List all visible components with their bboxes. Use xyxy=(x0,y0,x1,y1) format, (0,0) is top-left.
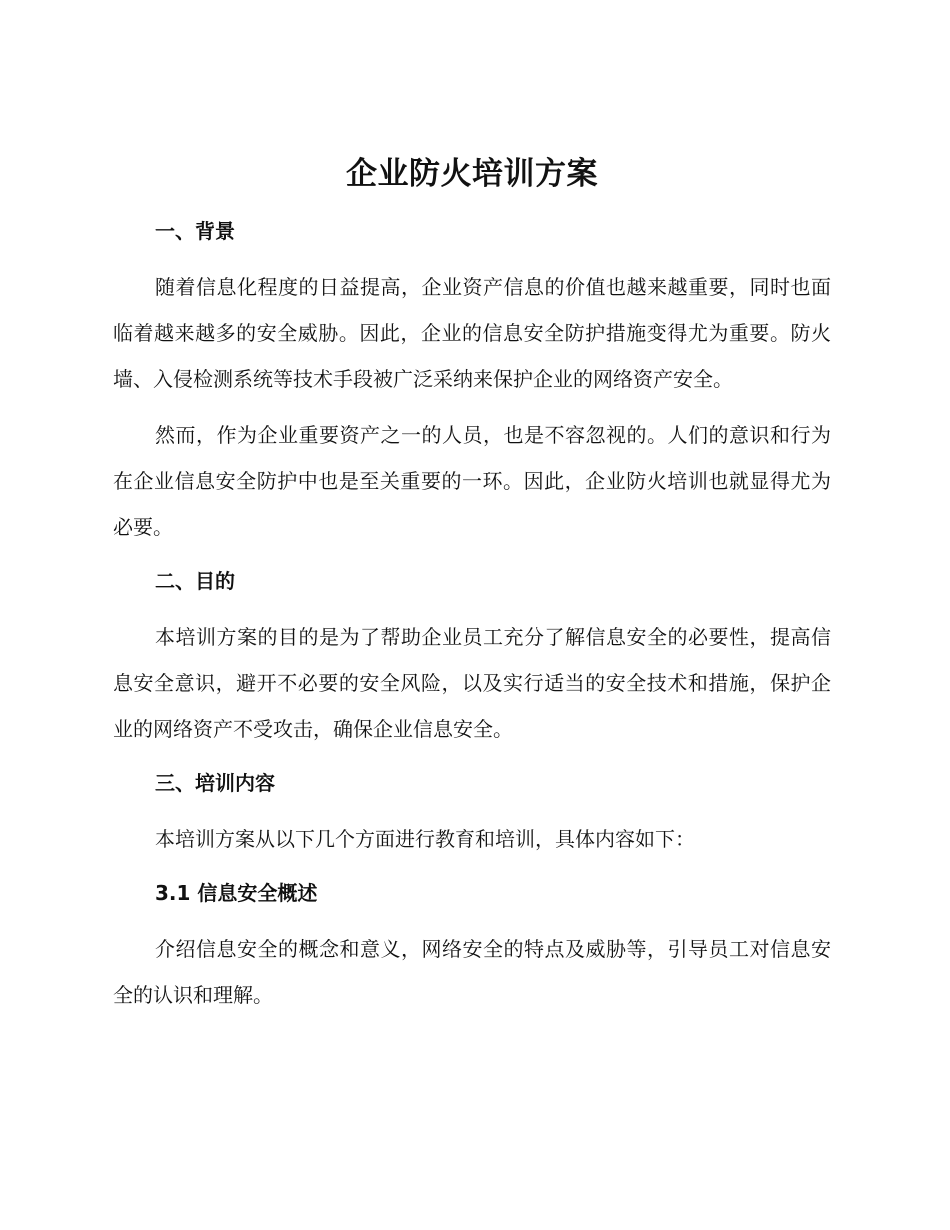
section-heading-training-content: 三、培训内容 xyxy=(155,771,275,795)
section-heading-purpose: 二、目的 xyxy=(155,569,235,593)
subsection-heading-infosec-overview: 3.1 信息安全概述 xyxy=(155,881,318,905)
paragraph-training-content: 本培训方案从以下几个方面进行教育和培训，具体内容如下： xyxy=(155,827,695,851)
document-title: 企业防火培训方案 xyxy=(346,156,598,192)
paragraph-background-1: 随着信息化程度的日益提高，企业资产信息的价值也越来越重要，同时也面临着越来越多的安全威胁。因此，企业的信息安全防护措施变得尤为重要。防火墙、入侵检测系统等技术手段被广泛采纳来保护企业的网络资产安全。 xyxy=(113,275,831,391)
section-heading-background: 一、背景 xyxy=(155,219,235,243)
paragraph-infosec-overview: 介绍信息安全的概念和意义，网络安全的特点及威胁等，引导员工对信息安全的认识和理解。 xyxy=(113,937,831,1007)
paragraph-background-2: 然而，作为企业重要资产之一的人员，也是不容忽视的。人们的意识和行为在企业信息安全防护中也是至关重要的一环。因此，企业防火培训也就显得尤为必要。 xyxy=(113,423,831,539)
document-content xyxy=(113,148,831,1018)
paragraph-purpose: 本培训方案的目的是为了帮助企业员工充分了解信息安全的必要性，提高信息安全意识，避开不必要的安全风险，以及实行适当的安全技术和措施，保护企业的网络资产不受攻击，确保企业信息安全。 xyxy=(113,625,831,741)
